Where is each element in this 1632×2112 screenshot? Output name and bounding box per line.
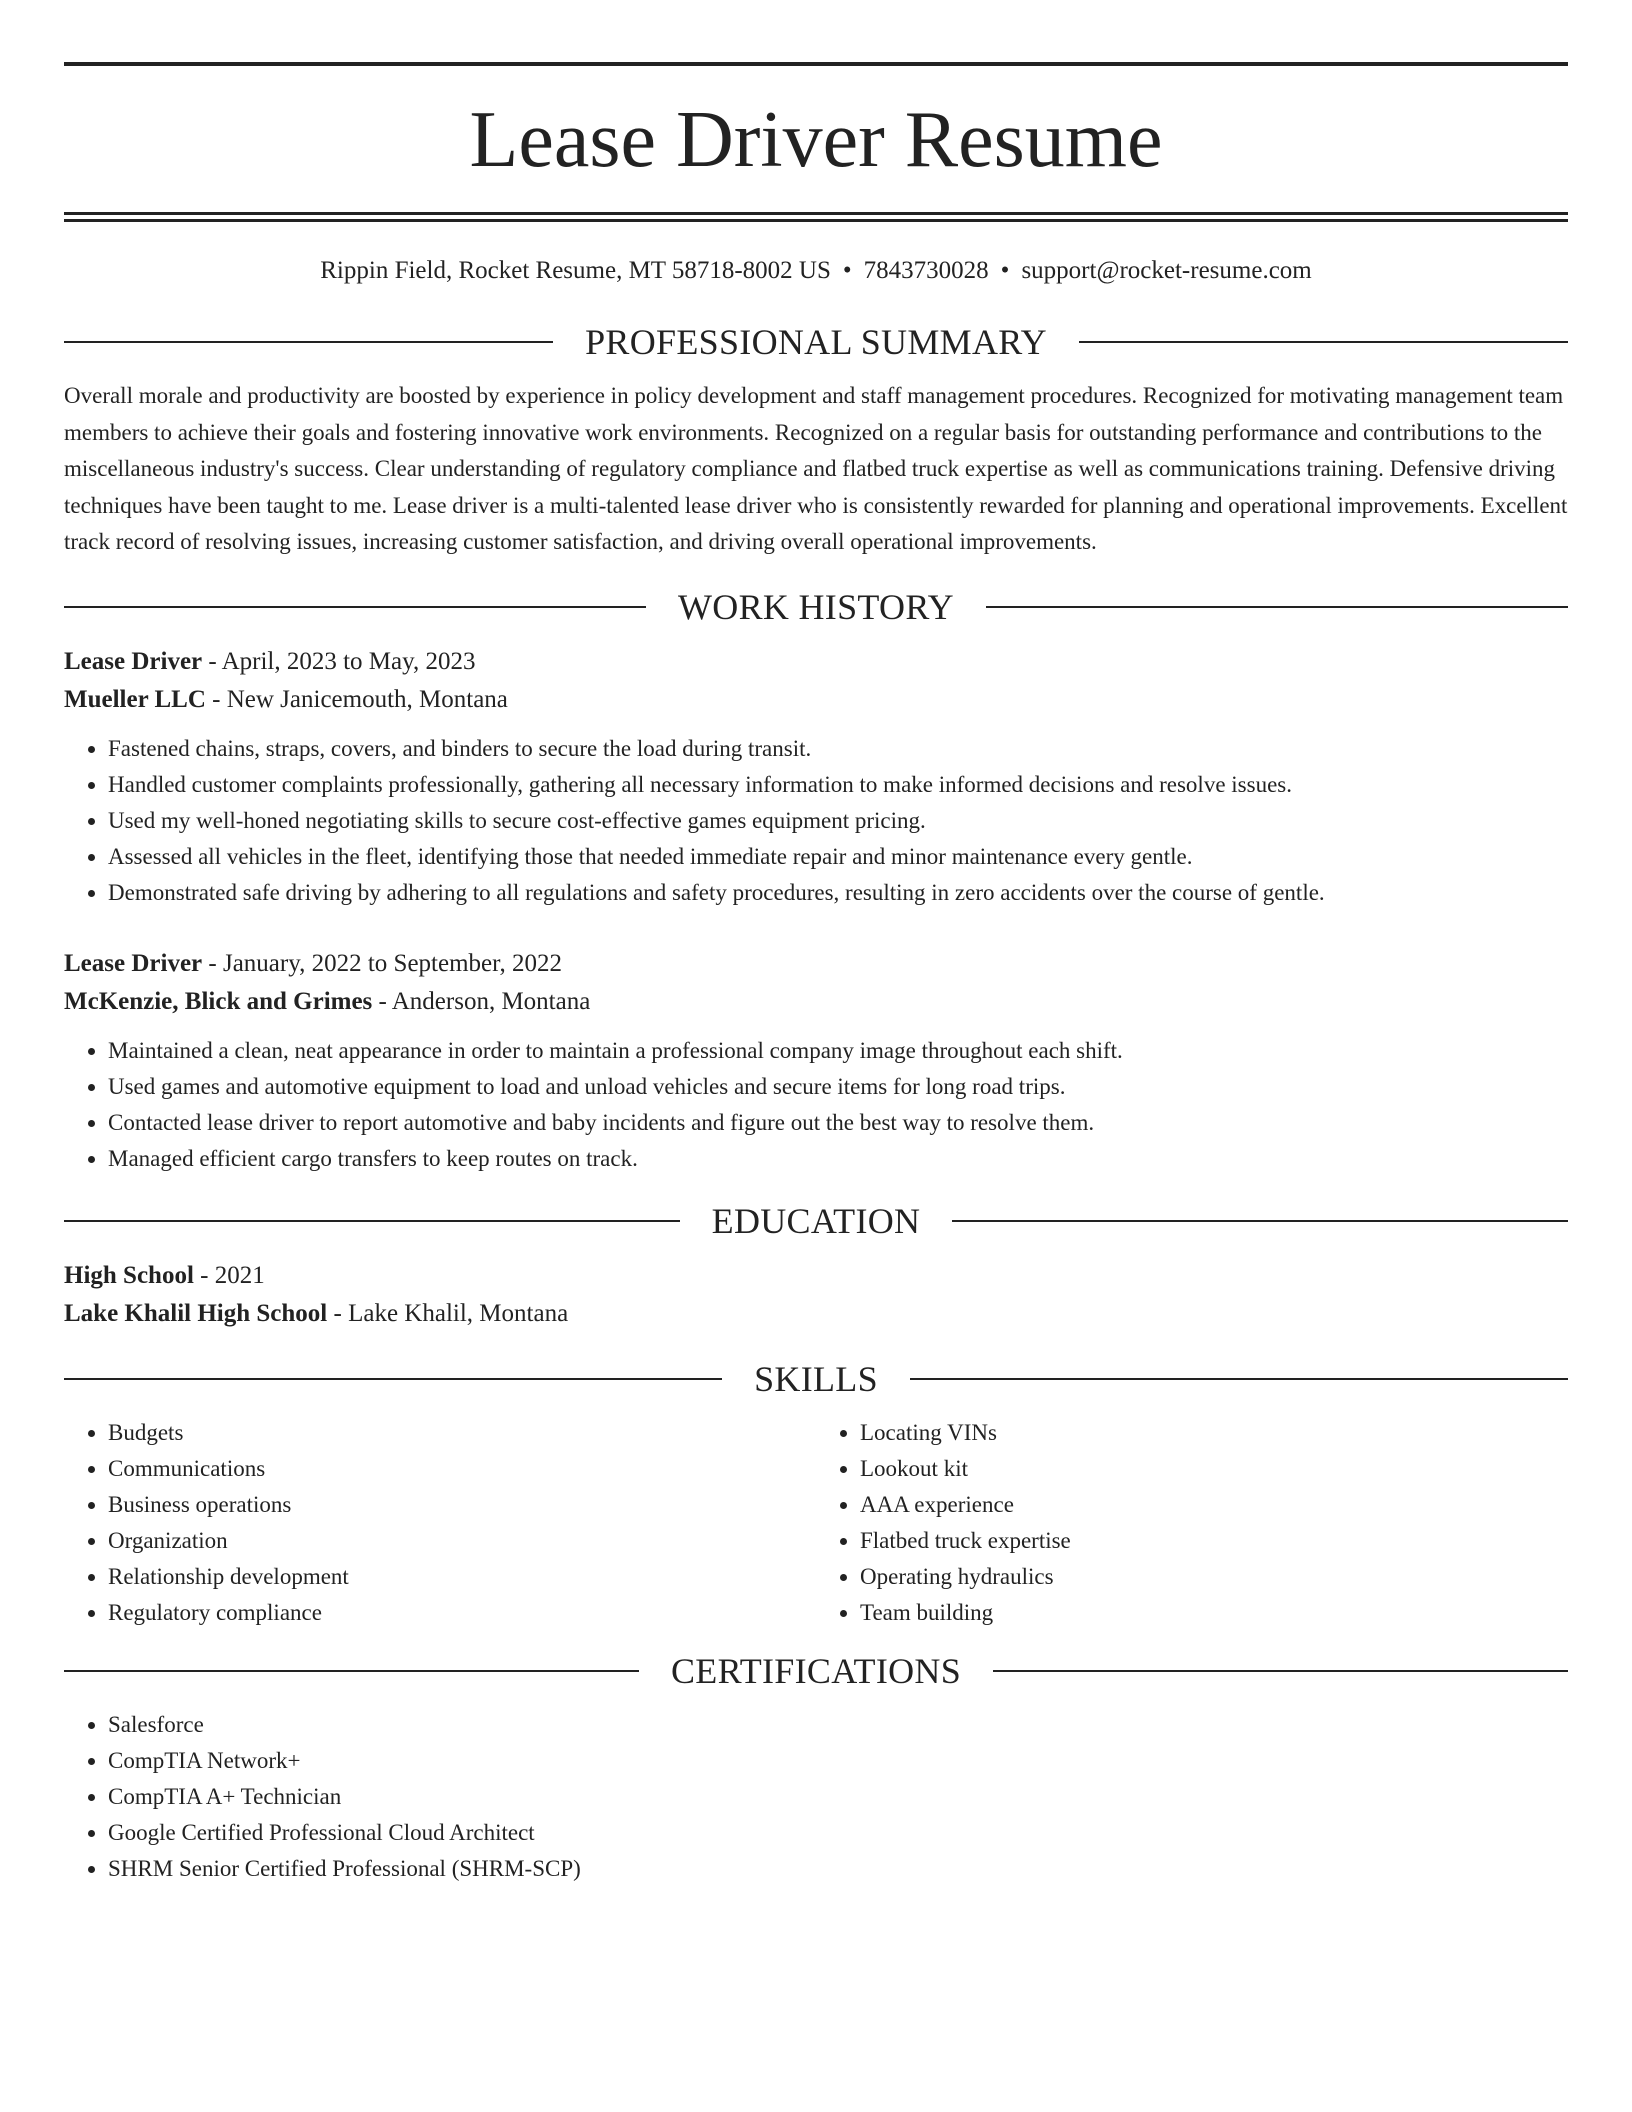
job-title: Lease Driver — [64, 647, 203, 675]
skill-item: • Flatbed truck expertise — [860, 1523, 1568, 1559]
job-company: McKenzie, Blick and Grimes — [64, 987, 373, 1015]
divider-line — [64, 606, 646, 608]
certification-item: • CompTIA Network+ — [108, 1743, 1568, 1779]
contact-address: Rippin Field, Rocket Resume, MT 58718-8002 US — [320, 257, 831, 284]
education-location: - Lake Khalil, Montana — [327, 1299, 569, 1327]
skill-item: • Operating hydraulics — [860, 1559, 1568, 1595]
section-title: EDUCATION — [711, 1200, 921, 1241]
skill-item: • Regulatory compliance — [108, 1595, 816, 1631]
job-dates: - April, 2023 to May, 2023 — [202, 647, 476, 675]
job-dates: - January, 2022 to September, 2022 — [202, 949, 562, 977]
section-header-work — [64, 585, 1568, 629]
education-school: Lake Khalil High School — [64, 1299, 328, 1327]
job-company-line — [64, 983, 1568, 1021]
divider-line — [993, 1670, 1568, 1672]
list-item: • Managed efficient cargo transfers to keep routes on track. — [108, 1141, 1568, 1177]
divider-line — [64, 1670, 639, 1672]
certification-item: • CompTIA A+ Technician — [108, 1779, 1568, 1815]
job-company-line — [64, 681, 1568, 719]
job-entry — [64, 643, 1568, 911]
certification-item: • SHRM Senior Certified Professional (SHRM-SCP) — [108, 1851, 1568, 1887]
job-title: Lease Driver — [64, 949, 203, 977]
list-item: • Maintained a clean, neat appearance in order to maintain a professional company image throughout each shift. — [108, 1033, 1568, 1069]
section-title: SKILLS — [754, 1358, 878, 1399]
skill-item: • Locating VINs — [860, 1415, 1568, 1451]
section-header-education — [64, 1199, 1568, 1243]
skill-item: • Lookout kit — [860, 1451, 1568, 1487]
education-degree: High School — [64, 1261, 194, 1289]
contact-phone: 7843730028 — [863, 257, 989, 284]
skill-item: • Business operations — [108, 1487, 816, 1523]
divider-line — [910, 1378, 1568, 1380]
divider-line — [986, 606, 1568, 608]
list-item: • Used games and automotive equipment to load and unload vehicles and secure items for long road trips. — [108, 1069, 1568, 1105]
divider-line — [1079, 341, 1568, 343]
list-item: • Demonstrated safe driving by adhering to all regulations and safety procedures, resulting in zero accidents over the course of gentle. — [108, 875, 1568, 911]
education-school-line — [64, 1295, 1568, 1333]
section-header-certifications — [64, 1649, 1568, 1693]
education-year: - 2021 — [193, 1261, 265, 1289]
job-location: - Anderson, Montana — [372, 987, 591, 1015]
divider-line — [64, 1378, 722, 1380]
skills-columns — [64, 1415, 1568, 1631]
education-degree-line — [64, 1257, 1568, 1295]
section-title: WORK HISTORY — [678, 586, 954, 627]
list-item: • Contacted lease driver to report automotive and baby incidents and figure out the best way to resolve them. — [108, 1105, 1568, 1141]
section-header-summary — [64, 320, 1568, 364]
skill-item: • AAA experience — [860, 1487, 1568, 1523]
skill-item: • Relationship development — [108, 1559, 816, 1595]
certification-item: • Salesforce — [108, 1707, 1568, 1743]
job-location: - New Janicemouth, Montana — [205, 685, 508, 713]
divider-line — [64, 1220, 680, 1222]
job-bullets — [64, 731, 1568, 911]
skill-item: • Budgets — [108, 1415, 816, 1451]
certification-item: • Google Certified Professional Cloud Architect — [108, 1815, 1568, 1851]
list-item: • Handled customer complaints professionally, gathering all necessary information to make informed decisions and resolve issues. — [108, 767, 1568, 803]
section-header-skills — [64, 1357, 1568, 1401]
section-title: PROFESSIONAL SUMMARY — [585, 322, 1047, 362]
contact-separator: • — [1000, 257, 1010, 284]
divider-line — [952, 1220, 1568, 1222]
contact-line — [64, 256, 1568, 286]
job-bullets — [64, 1033, 1568, 1177]
title-double-rule — [64, 212, 1568, 222]
job-company: Mueller LLC — [64, 685, 206, 713]
education-entry — [64, 1257, 1568, 1333]
skill-item: • Communications — [108, 1451, 816, 1487]
resume-title: Lease Driver Resume — [469, 96, 1163, 184]
skill-item: • Organization — [108, 1523, 816, 1559]
job-title-line — [64, 643, 1568, 681]
contact-email[interactable]: support@rocket-resume.com — [1021, 257, 1312, 284]
skills-list-left — [64, 1415, 816, 1631]
skills-list-right — [816, 1415, 1568, 1631]
list-item: • Assessed all vehicles in the fleet, identifying those that needed immediate repair and minor maintenance every gentle. — [108, 839, 1568, 875]
job-title-line — [64, 945, 1568, 983]
divider-line — [64, 341, 553, 343]
section-title: CERTIFICATIONS — [670, 1650, 962, 1691]
contact-separator: • — [842, 257, 852, 284]
summary-text: Overall morale and productivity are boosted by experience in policy development and staff management procedures. Recognized for motivating management team members to achieve their goals and fostering innovative work environments. Recognized on a regular basis for outstanding performance and contributions to the miscellaneous industry's success. Clear understanding of regulatory compliance and flatbed truck expertise as well as communications training. Defensive driving techniques have been taught to me. Lease driver is a multi-talented lease driver who is consistently rewarded for planning and operational improvements. Excellent track record of resolving issues, increasing customer satisfaction, and driving overall operational improvements. — [64, 383, 1568, 554]
skill-item: • Team building — [860, 1595, 1568, 1631]
certifications-list — [64, 1707, 1568, 1887]
list-item: • Used my well-honed negotiating skills to secure cost-effective games equipment pricing. — [108, 803, 1568, 839]
list-item: • Fastened chains, straps, covers, and binders to secure the load during transit. — [108, 731, 1568, 767]
top-rule — [64, 62, 1568, 66]
job-entry — [64, 945, 1568, 1177]
